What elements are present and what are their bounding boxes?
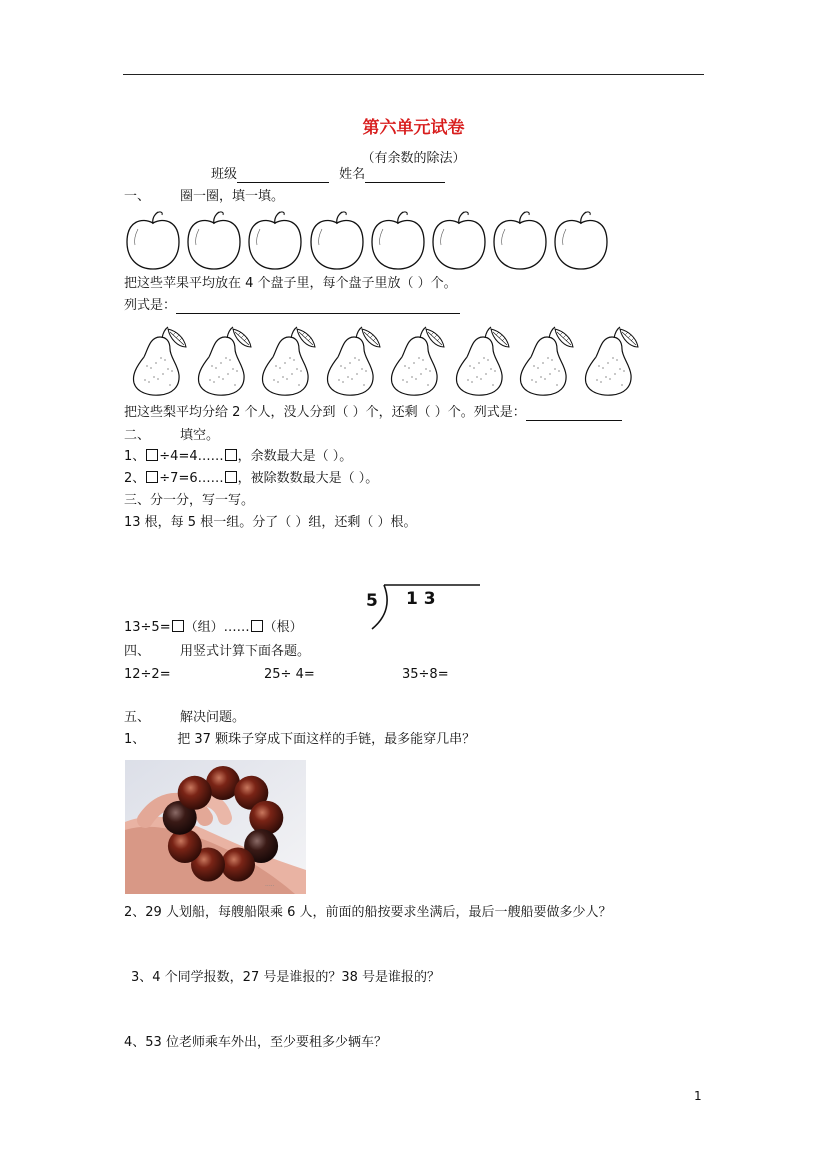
apples-row (124, 209, 624, 271)
section3-heading: 三、分一分，写一写。 (124, 493, 255, 508)
section3-equation (124, 620, 303, 636)
apple-icon (246, 209, 304, 275)
pear-icon (580, 323, 642, 401)
q2-expr: ÷7=6…… (159, 471, 224, 486)
apple-icon (369, 209, 427, 275)
section4-title: 用竖式计算下面各题。 (180, 644, 311, 659)
q1-number: 1、 (124, 449, 146, 464)
section4-number: 四、 (124, 644, 151, 659)
blank-box[interactable] (146, 471, 158, 483)
bead (178, 776, 212, 810)
name-label: 姓名 (339, 167, 366, 182)
section5-title: 解决问题。 (180, 710, 246, 725)
header-rule (123, 74, 704, 75)
eq-part-c: （根） (263, 620, 303, 635)
blank-box[interactable] (251, 620, 263, 632)
q1-text: 把 37 颗珠子穿成下面这样的手链，最多能穿几串？ (177, 732, 476, 747)
pears-question (124, 405, 622, 421)
blank-box[interactable] (225, 471, 237, 483)
bracelet-photo (125, 760, 306, 894)
blank-box[interactable] (225, 449, 237, 461)
svg-text:·····: ····· (265, 883, 275, 890)
eq-part-a: 13÷5= (124, 620, 171, 635)
formula-label: 列式是： (124, 298, 177, 313)
q1-expr: ÷4=4…… (159, 449, 224, 464)
pear-icon (515, 323, 577, 401)
formula-blank[interactable] (176, 300, 460, 314)
pear-icon (193, 323, 255, 401)
apple-icon (185, 209, 243, 275)
section5-q3: 3、4 个同学报数，27 号是谁报的？38 号是谁报的？ (131, 970, 441, 985)
blank-box[interactable] (146, 449, 158, 461)
pears-formula-blank[interactable] (526, 407, 622, 421)
section4-heading (124, 644, 310, 660)
class-blank[interactable] (237, 169, 329, 183)
section1-title: 圈一圈，填一填。 (180, 189, 285, 204)
calc-problem: 25÷ 4= (264, 667, 315, 682)
page-title: 第六单元试卷 (362, 118, 465, 138)
section5-q2: 2、29 人划船，每艘船限乘 6 人，前面的船按要求坐满后，最后一艘船要做多少人？ (124, 905, 612, 920)
section5-q4: 4、53 位老师乘车外出，至少要租多少辆车？ (124, 1035, 387, 1050)
section2-heading (124, 428, 219, 444)
apple-icon (552, 209, 610, 275)
page-subtitle: （有余数的除法） (361, 151, 466, 166)
calc-problem: 35÷8= (402, 667, 449, 682)
q1-tail: ，余数最大是（ ）。 (237, 449, 353, 464)
apple-icon (430, 209, 488, 275)
blank-box[interactable] (172, 620, 184, 632)
class-label: 班级 (211, 167, 238, 182)
pear-icon (128, 323, 190, 401)
student-info (211, 167, 445, 183)
apples-formula (124, 298, 460, 314)
apples-question: 把这些苹果平均放在 4 个盘子里，每个盘子里放（ ）个。 (124, 276, 457, 291)
section3-question: 13 根，每 5 根一组。分了（ ）组，还剩（ ）根。 (124, 515, 417, 530)
q2-tail: ，被除数数最大是（ ）。 (237, 471, 379, 486)
pear-icon (322, 323, 384, 401)
section1-heading (124, 189, 284, 205)
apple-icon (308, 209, 366, 275)
calc-problem: 12÷2= (124, 667, 171, 682)
pear-icon (451, 323, 513, 401)
pear-icon (257, 323, 319, 401)
bead (168, 829, 202, 863)
bead (221, 848, 255, 882)
page-number: 1 (694, 1089, 702, 1103)
section2-q2 (124, 471, 378, 487)
eq-part-b: （组）…… (184, 620, 250, 635)
bead (249, 801, 283, 835)
long-division (360, 582, 490, 632)
section1-number: 一、 (124, 189, 151, 204)
section2-q1 (124, 449, 352, 465)
pears-row (124, 323, 644, 397)
section5-q1 (124, 732, 475, 748)
section2-number: 二、 (124, 428, 151, 443)
divisor: 5 (366, 591, 378, 611)
pear-icon (386, 323, 448, 401)
name-blank[interactable] (365, 169, 445, 183)
dividend: 1 3 (406, 589, 436, 609)
q2-number: 2、 (124, 471, 146, 486)
q1-number: 1、 (124, 732, 146, 747)
section5-heading (124, 710, 245, 726)
section2-title: 填空。 (180, 428, 220, 443)
section5-number: 五、 (124, 710, 151, 725)
apple-icon (491, 209, 549, 275)
pears-text: 把这些梨平均分给 2 个人，没人分到（ ）个，还剩（ ）个。列式是： (124, 405, 526, 420)
apple-icon (124, 209, 182, 275)
